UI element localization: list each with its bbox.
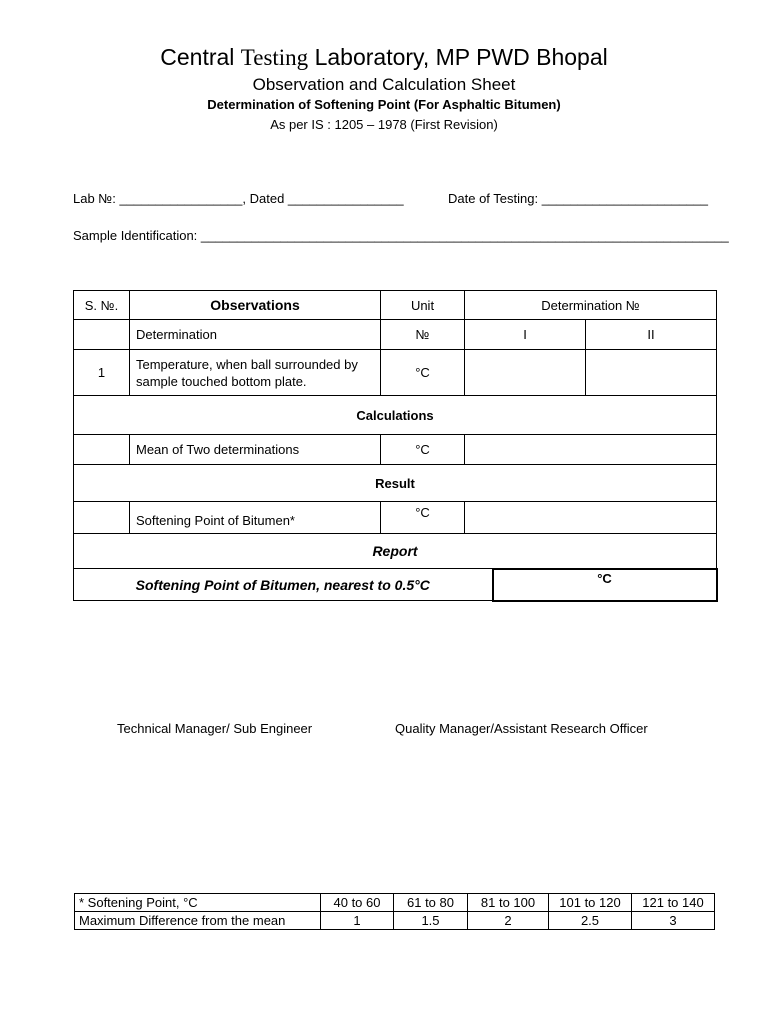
quality-manager-signature: Quality Manager/Assistant Research Officer — [395, 721, 648, 736]
sheet-title: Observation and Calculation Sheet — [252, 75, 516, 94]
mean-observation: Mean of Two determinations — [130, 435, 381, 465]
row1-sno: 1 — [74, 350, 130, 396]
lab-name-part2: Testing — [240, 45, 309, 70]
determination-ii: II — [586, 320, 717, 350]
standard-reference: As per IS : 1205 – 1978 (First Revision) — [270, 117, 498, 132]
mean-value[interactable] — [465, 435, 717, 465]
ref-r2-c1: 1 — [321, 912, 394, 930]
softening-observation: Softening Point of Bitumen* — [130, 502, 381, 534]
sample-identification-field[interactable]: Sample Identification: _________________________________________________________________________ — [73, 228, 729, 243]
ref-r1-c5: 121 to 140 — [632, 894, 715, 912]
determination-label: Determination — [130, 320, 381, 350]
determination-i: I — [465, 320, 586, 350]
header-observations: Observations — [130, 291, 381, 320]
row1-unit: °C — [381, 350, 465, 396]
row1-value-i[interactable] — [465, 350, 586, 396]
lab-name-part3: Laboratory, MP PWD Bhopal — [308, 44, 608, 70]
header-sno: S. №. — [74, 291, 130, 320]
softening-sno-cell — [74, 502, 130, 534]
mean-sno-cell — [74, 435, 130, 465]
technical-manager-signature: Technical Manager/ Sub Engineer — [117, 721, 313, 736]
date-of-testing-field[interactable]: Date of Testing: _______________________ — [448, 191, 708, 206]
test-title: Determination of Softening Point (For Asphaltic Bitumen) — [207, 97, 561, 112]
ref-r1-c1: 40 to 60 — [321, 894, 394, 912]
report-label: Softening Point of Bitumen, nearest to 0.5°C — [74, 569, 493, 601]
ref-r1-c4: 101 to 120 — [549, 894, 632, 912]
determination-sno-cell — [74, 320, 130, 350]
ref-r2-c2: 1.5 — [394, 912, 468, 930]
lab-name-part1: Central — [160, 44, 241, 70]
header-unit: Unit — [381, 291, 465, 320]
ref-r2-c3: 2 — [468, 912, 549, 930]
report-unit-cell[interactable]: °C — [493, 569, 717, 601]
ref-r2-c4: 2.5 — [549, 912, 632, 930]
softening-value[interactable] — [465, 502, 717, 534]
reference-table — [74, 893, 715, 930]
ref-r1-c0: * Softening Point, °C — [75, 894, 321, 912]
lab-name-title — [0, 44, 768, 71]
lab-no-field[interactable]: Lab №: _________________, Dated ________________ — [73, 191, 404, 206]
mean-unit: °C — [381, 435, 465, 465]
row1-value-ii[interactable] — [586, 350, 717, 396]
determination-unit: № — [381, 320, 465, 350]
ref-r2-c0: Maximum Difference from the mean — [75, 912, 321, 930]
header-determination-no: Determination № — [465, 291, 717, 320]
calculations-heading: Calculations — [74, 396, 717, 435]
row1-observation: Temperature, when ball surrounded by sample touched bottom plate. — [130, 350, 381, 396]
observation-table — [73, 290, 718, 602]
softening-unit: °C — [381, 502, 465, 534]
report-heading: Report — [74, 534, 717, 569]
ref-r2-c5: 3 — [632, 912, 715, 930]
result-heading: Result — [74, 465, 717, 502]
ref-r1-c3: 81 to 100 — [468, 894, 549, 912]
ref-r1-c2: 61 to 80 — [394, 894, 468, 912]
